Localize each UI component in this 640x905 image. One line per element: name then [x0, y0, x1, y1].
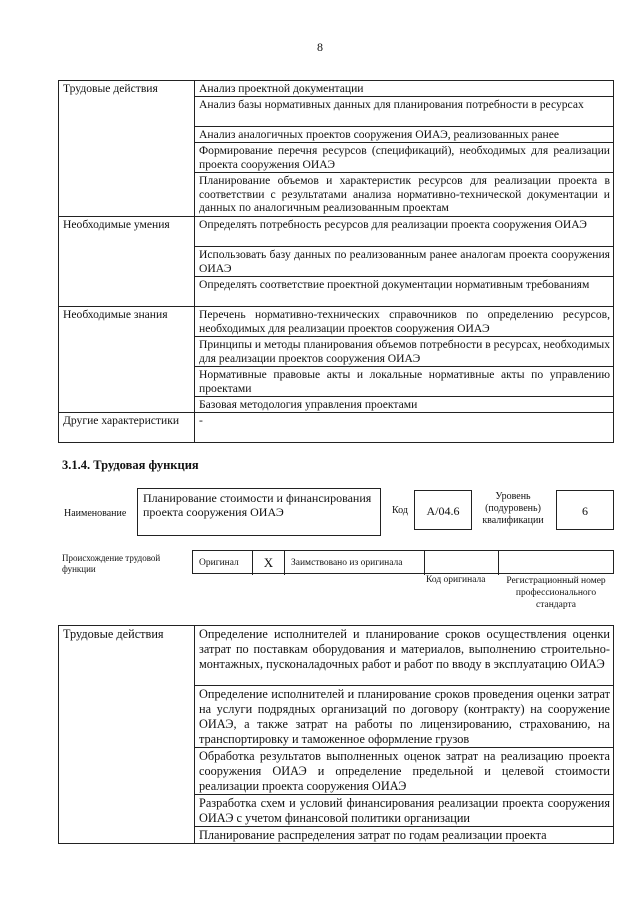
- table-cell: Базовая методология управления проектами: [195, 397, 614, 413]
- code-value-box: А/04.6: [414, 490, 472, 530]
- table-cell: Формирование перечня ресурсов (спецификаций), необходимых для реализации проекта сооружения ОИАЭ: [195, 143, 614, 173]
- table-row: [59, 413, 614, 443]
- table-cell: Обработка результатов выполненных оценок затрат на реализацию проекта сооружения ОИАЭ и определение предельной и целевой стоимости реализации проекта сооружения ОИАЭ: [195, 748, 614, 795]
- section-title: 3.1.4. Трудовая функция: [62, 458, 199, 472]
- page-number: 8: [317, 40, 323, 54]
- table-cell: Определение исполнителей и планирование сроков осуществления оценки затрат по поставкам оборудования и материалов, выполнению строительно-монтажных, пусконаладочных работ и работ по вводу в эксплуатацию ОИАЭ: [195, 626, 614, 686]
- table-cell: Определять соответствие проектной документации нормативным требованиям: [195, 277, 614, 307]
- table-row: [59, 217, 614, 247]
- row-label-labor-actions: Трудовые действия: [59, 81, 195, 217]
- competency-table-1: [58, 80, 614, 443]
- row-label-labor-actions: Трудовые действия: [59, 626, 195, 844]
- table-cell: Анализ аналогичных проектов сооружения ОИАЭ, реализованных ранее: [195, 127, 614, 143]
- reg-number-cell: [499, 551, 613, 575]
- table-cell: Планирование объемов и характеристик ресурсов для реализации проекта в соответствии с результатами анализа нормативно-технической документации и данных по аналогичным реализованным проектам: [195, 173, 614, 217]
- table-cell: Использовать базу данных по реализованным ранее аналогам проекта сооружения ОИАЭ: [195, 247, 614, 277]
- level-value-box: 6: [556, 490, 614, 530]
- competency-table-2: [58, 625, 614, 844]
- table-cell: Разработка схем и условий финансирования реализации проекта сооружения ОИАЭ с учетом финансовой политики организации: [195, 795, 614, 827]
- table-cell: Анализ базы нормативных данных для планирования потребности в ресурсах: [195, 97, 614, 127]
- table-cell: -: [195, 413, 614, 443]
- table-row: [59, 307, 614, 337]
- table-cell: Планирование распределения затрат по годам реализации проекта: [195, 827, 614, 844]
- table-cell: Определять потребность ресурсов для реализации проекта сооружения ОИАЭ: [195, 217, 614, 247]
- row-label-knowledge: Необходимые знания: [59, 307, 195, 413]
- row-label-other: Другие характеристики: [59, 413, 195, 443]
- table-row: [59, 81, 614, 97]
- function-name-box: Планирование стоимости и финансирования проекта сооружения ОИАЭ: [137, 488, 381, 536]
- original-label: Оригинал: [193, 551, 253, 575]
- table-cell: Принципы и методы планирования объемов потребности в ресурсах, необходимых для реализации проектов сооружения ОИАЭ: [195, 337, 614, 367]
- table-row: [59, 626, 614, 686]
- origin-row: [192, 550, 614, 574]
- table-cell: Определение исполнителей и планирование сроков проведения оценки затрат на услуги подрядных организаций по договору (контракту) на сооружение ОИАЭ, а также затрат на работы по лицензированию, страхованию, на транспортировку и таможенное оформление грузов: [195, 686, 614, 748]
- code-label: Код: [392, 505, 408, 516]
- row-label-skills: Необходимые умения: [59, 217, 195, 307]
- level-label: Уровень (подуровень) квалификации: [482, 491, 544, 526]
- code-original-label: Код оригинала: [426, 575, 486, 585]
- table-cell: Перечень нормативно-технических справочников по определению ресурсов, необходимых для реализации проектов сооружения ОИАЭ: [195, 307, 614, 337]
- table-cell: Нормативные правовые акты и локальные нормативные акты по управлению проектами: [195, 367, 614, 397]
- original-mark: X: [253, 551, 285, 575]
- code-original-cell: [425, 551, 499, 575]
- origin-label: Происхождение трудовой функции: [62, 553, 161, 574]
- table-cell: Анализ проектной документации: [195, 81, 614, 97]
- borrowed-label: Заимствовано из оригинала: [285, 551, 425, 575]
- reg-number-label: Регистрационный номер профессионального стандарта: [506, 576, 606, 610]
- name-label: Наименование: [64, 508, 127, 519]
